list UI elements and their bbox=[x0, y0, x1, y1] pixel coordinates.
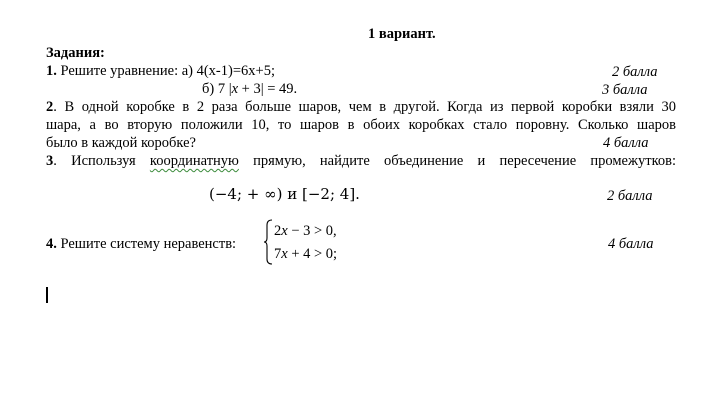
task2-score: 4 балла bbox=[603, 135, 649, 151]
task1-number: 1. bbox=[46, 63, 57, 79]
task2-line1 bbox=[46, 98, 676, 116]
task1-score-b: 3 балла bbox=[602, 82, 648, 98]
inequality-1 bbox=[274, 222, 337, 240]
task1-b-rest: + 3| = 49. bbox=[238, 81, 298, 97]
task3-text-after: прямую, найдите объединение и пересечение промежутков: bbox=[238, 153, 676, 169]
section-heading: Задания: bbox=[46, 45, 105, 61]
task3-intervals: (−4; + ∞) и [−2; 4]. bbox=[209, 185, 360, 203]
system-brace bbox=[263, 219, 273, 265]
page-title: 1 вариант. bbox=[368, 26, 436, 42]
ineq2-rest: + 4 > 0; bbox=[287, 246, 338, 262]
ineq1-var: x bbox=[281, 223, 288, 239]
task3-underlined-word: координатную bbox=[149, 153, 239, 169]
task4-score: 4 балла bbox=[608, 236, 654, 252]
task1-score-a: 2 балла bbox=[612, 64, 658, 80]
task1-b-var: x bbox=[231, 81, 239, 97]
task2-line1-text: . В одной коробке в 2 раза больше шаров, чем в другой. Когда из первой коробки взяли 30 bbox=[53, 99, 676, 115]
task2-line3: было в каждой коробке? bbox=[46, 135, 196, 151]
text-cursor[interactable] bbox=[46, 287, 48, 303]
task3-line bbox=[46, 152, 676, 170]
task1-line bbox=[46, 62, 275, 80]
ineq1-coef: 2 bbox=[274, 223, 282, 239]
task1-text: Решите уравнение: а) 4(х-1)=6х+5; bbox=[56, 63, 275, 79]
ineq2-var: x bbox=[281, 246, 288, 262]
task4-number: 4. bbox=[46, 236, 57, 252]
task2-line2: шара, а во вторую положили 10, то шаров в обоих коробках стало поровну. Сколько шаров bbox=[46, 117, 676, 133]
task1-b-text: б) 7 | bbox=[202, 81, 232, 97]
task2-number: 2 bbox=[46, 99, 54, 115]
task1-part-b bbox=[202, 80, 297, 98]
task3-number: 3 bbox=[46, 153, 54, 169]
ineq2-coef: 7 bbox=[274, 246, 282, 262]
task4-text: Решите систему неравенств: bbox=[56, 236, 237, 252]
task3-text-before: . Используя bbox=[53, 153, 150, 169]
task4-line bbox=[46, 235, 236, 253]
ineq1-rest: − 3 > 0, bbox=[287, 223, 337, 239]
inequality-2 bbox=[274, 245, 337, 263]
task3-score: 2 балла bbox=[607, 188, 653, 204]
